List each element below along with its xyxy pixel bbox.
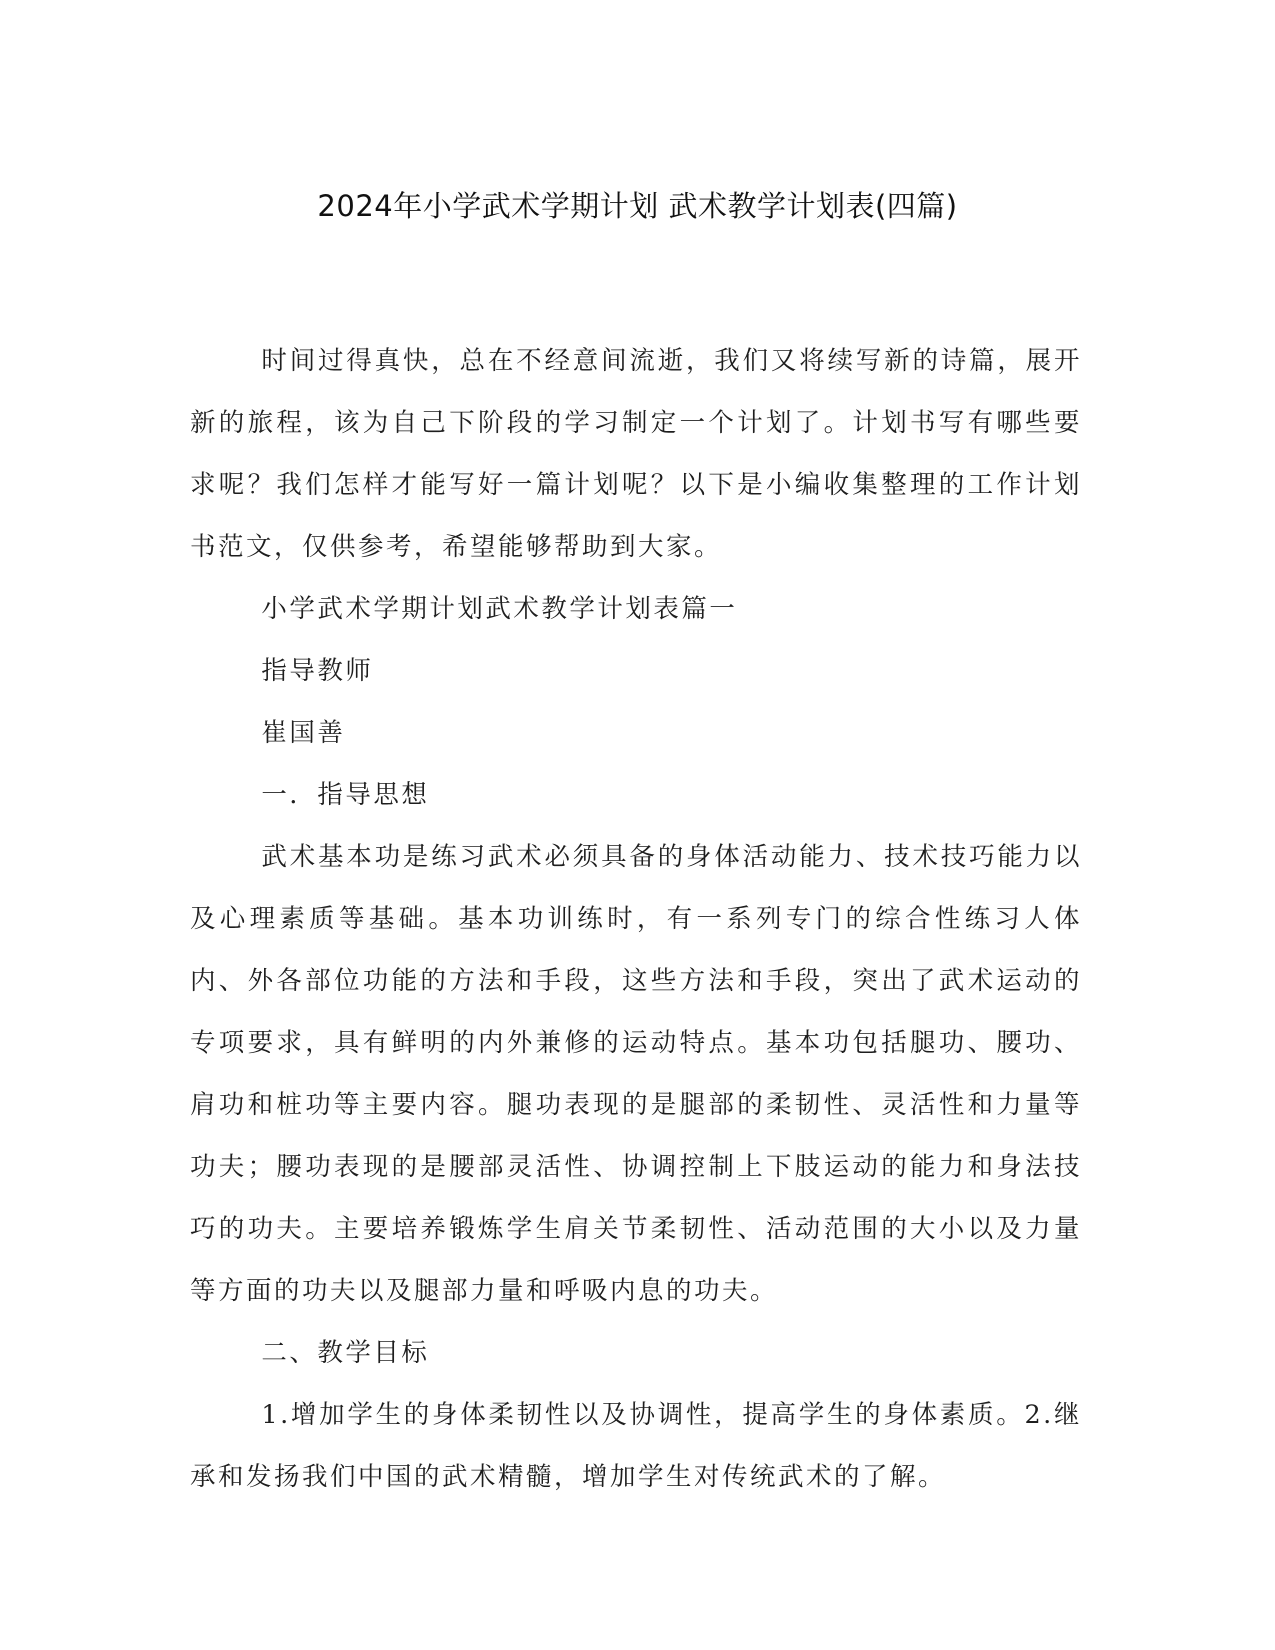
instructor-label: 指导教师 (261, 656, 374, 686)
instructor-name: 崔国善 (261, 718, 346, 748)
guiding-ideology-paragraph: 武术基本功是练习武术必须具备的身体活动能力、技术技巧能力以及心理素质等基础。基本功训练时，有一系列专门的综合性练习人体内、外各部位功能的方法和手段，这些方法和手段，突出了武术运动的专项要求，具有鲜明的内外兼修的运动特点。基本功包括腿功、腰功、肩功和桩功等主要内容。腿功表现的是腿部的柔韧性、灵活性和力量等功夫；腰功表现的是腰部灵活性、协调控制上下肢运动的能力和身法技巧的功夫。主要培养锻炼学生肩关节柔韧性、活动范围的大小以及力量等方面的功夫以及腿部力量和呼吸内息的功夫。 (190, 842, 1082, 1306)
intro-paragraph: 时间过得真快，总在不经意间流逝，我们又将续写新的诗篇，展开新的旅程，该为自己下阶段的学习制定一个计划了。计划书写有哪些要求呢？我们怎样才能写好一篇计划呢？以下是小编收集整理的工作计划书范文，仅供参考，希望能够帮助到大家。 (190, 346, 1082, 562)
teaching-goals-paragraph: 1.增加学生的身体柔韧性以及协调性，提高学生的身体素质。2.继承和发扬我们中国的武术精髓，增加学生对传统武术的了解。 (190, 1400, 1082, 1492)
document-body (190, 330, 1082, 1508)
document-title: 2024年小学武术学期计划 武术教学计划表(四篇) (317, 189, 958, 223)
section-heading-part-one: 小学武术学期计划武术教学计划表篇一 (261, 594, 738, 624)
heading-teaching-goals: 二、教学目标 (261, 1338, 430, 1368)
heading-guiding-ideology: 一．指导思想 (261, 780, 430, 810)
